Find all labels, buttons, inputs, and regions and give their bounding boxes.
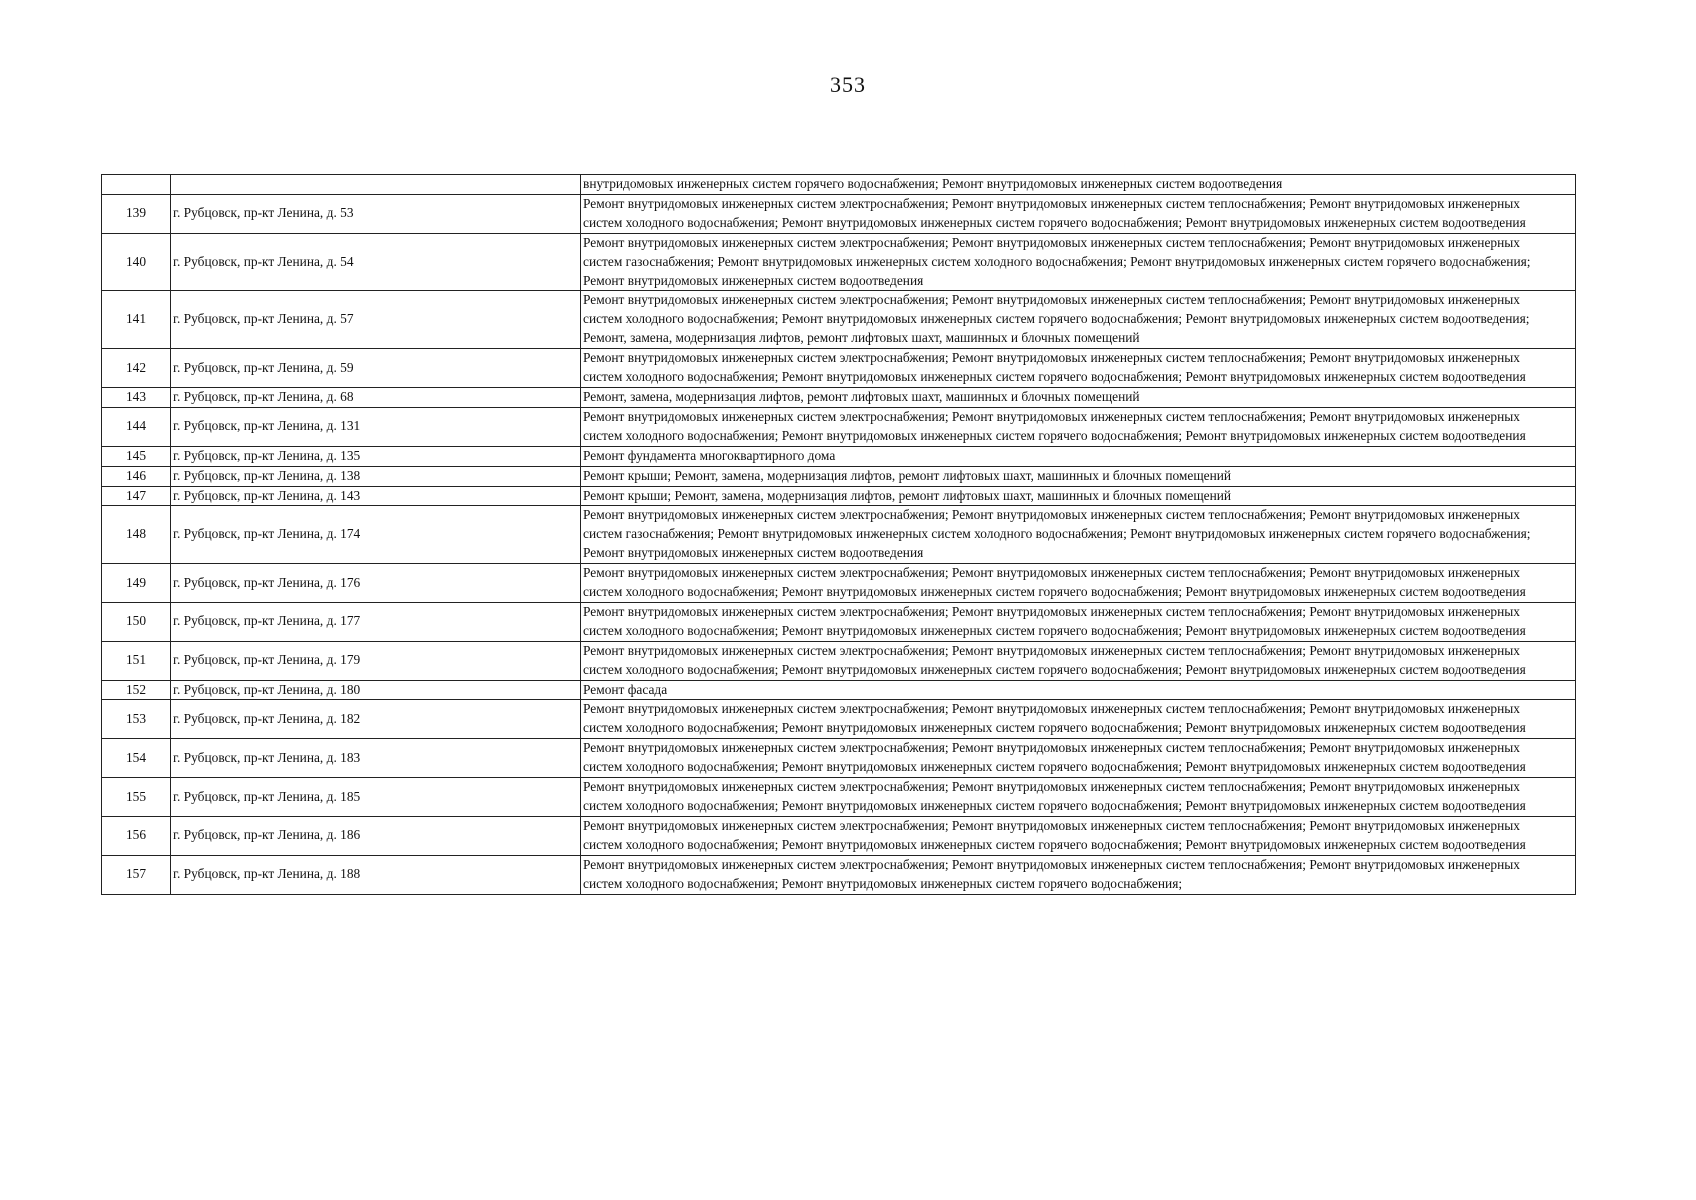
table-row [102,778,1576,817]
works-cell: Ремонт внутридомовых инженерных систем электроснабжения; Ремонт внутридомовых инженерных систем теплоснабжения; Ремонт внутридомовых инженерных систем газоснабжения; Ремонт внутридомовых инженерных систем холодного водоснабжения; Ремонт внутридомовых инженерных систем горячего водоснабжения; Ремонт внутридомовых инженерных систем водоотведения [581,506,1576,564]
table-row [102,816,1576,855]
row-number-cell: 147 [102,486,171,506]
row-number-cell: 153 [102,700,171,739]
table-row [102,291,1576,349]
table-row [102,407,1576,446]
address-cell: г. Рубцовск, пр-кт Ленина, д. 68 [171,387,581,407]
works-cell: Ремонт, замена, модернизация лифтов, ремонт лифтовых шахт, машинных и блочных помещений [581,387,1576,407]
works-cell: Ремонт внутридомовых инженерных систем электроснабжения; Ремонт внутридомовых инженерных систем теплоснабжения; Ремонт внутридомовых инженерных систем холодного водоснабжения; Ремонт внутридомовых инженерных систем горячего водоснабжения; Ремонт внутридомовых инженерных систем водоотведения [581,778,1576,817]
table-row [102,564,1576,603]
address-cell: г. Рубцовск, пр-кт Ленина, д. 180 [171,680,581,700]
works-cell: Ремонт внутридомовых инженерных систем электроснабжения; Ремонт внутридомовых инженерных систем теплоснабжения; Ремонт внутридомовых инженерных систем газоснабжения; Ремонт внутридомовых инженерных систем холодного водоснабжения; Ремонт внутридомовых инженерных систем горячего водоснабжения; Ремонт внутридомовых инженерных систем водоотведения [581,233,1576,291]
row-number-cell: 149 [102,564,171,603]
address-cell: г. Рубцовск, пр-кт Ленина, д. 174 [171,506,581,564]
row-number-cell: 148 [102,506,171,564]
address-cell: г. Рубцовск, пр-кт Ленина, д. 131 [171,407,581,446]
works-cell: Ремонт фундамента многоквартирного дома [581,446,1576,466]
row-number-cell: 142 [102,349,171,388]
works-cell: Ремонт внутридомовых инженерных систем электроснабжения; Ремонт внутридомовых инженерных систем теплоснабжения; Ремонт внутридомовых инженерных систем холодного водоснабжения; Ремонт внутридомовых инженерных систем горячего водоснабжения; Ремонт внутридомовых инженерных систем водоотведения [581,739,1576,778]
address-cell: г. Рубцовск, пр-кт Ленина, д. 57 [171,291,581,349]
works-cell: Ремонт фасада [581,680,1576,700]
address-cell: г. Рубцовск, пр-кт Ленина, д. 143 [171,486,581,506]
row-number-cell: 154 [102,739,171,778]
row-number-cell [102,175,171,195]
works-cell: Ремонт внутридомовых инженерных систем электроснабжения; Ремонт внутридомовых инженерных систем теплоснабжения; Ремонт внутридомовых инженерных систем холодного водоснабжения; Ремонт внутридомовых инженерных систем горячего водоснабжения; Ремонт внутридомовых инженерных систем водоотведения; Ремонт, замена, модернизация лифтов, ремонт лифтовых шахт, машинных и блочных помещений [581,291,1576,349]
row-number-cell: 144 [102,407,171,446]
works-cell: Ремонт внутридомовых инженерных систем электроснабжения; Ремонт внутридомовых инженерных систем теплоснабжения; Ремонт внутридомовых инженерных систем холодного водоснабжения; Ремонт внутридомовых инженерных систем горячего водоснабжения; [581,855,1576,894]
works-cell: внутридомовых инженерных систем горячего водоснабжения; Ремонт внутридомовых инженерных систем водоотведения [581,175,1576,195]
row-number-cell: 155 [102,778,171,817]
page-number: 353 [830,72,866,97]
row-number-cell: 145 [102,446,171,466]
table-row [102,486,1576,506]
works-cell: Ремонт крыши; Ремонт, замена, модернизация лифтов, ремонт лифтовых шахт, машинных и блочных помещений [581,466,1576,486]
table-row [102,680,1576,700]
table-body [102,175,1576,895]
address-cell: г. Рубцовск, пр-кт Ленина, д. 59 [171,349,581,388]
address-cell: г. Рубцовск, пр-кт Ленина, д. 135 [171,446,581,466]
table-row [102,466,1576,486]
address-cell: г. Рубцовск, пр-кт Ленина, д. 185 [171,778,581,817]
table-row [102,194,1576,233]
row-number-cell: 143 [102,387,171,407]
table-row [102,855,1576,894]
table-row [102,233,1576,291]
row-number-cell: 139 [102,194,171,233]
works-cell: Ремонт внутридомовых инженерных систем электроснабжения; Ремонт внутридомовых инженерных систем теплоснабжения; Ремонт внутридомовых инженерных систем холодного водоснабжения; Ремонт внутридомовых инженерных систем горячего водоснабжения; Ремонт внутридомовых инженерных систем водоотведения [581,194,1576,233]
table-row [102,387,1576,407]
works-cell: Ремонт внутридомовых инженерных систем электроснабжения; Ремонт внутридомовых инженерных систем теплоснабжения; Ремонт внутридомовых инженерных систем холодного водоснабжения; Ремонт внутридомовых инженерных систем горячего водоснабжения; Ремонт внутридомовых инженерных систем водоотведения [581,816,1576,855]
address-cell: г. Рубцовск, пр-кт Ленина, д. 54 [171,233,581,291]
table-row [102,506,1576,564]
row-number-cell: 152 [102,680,171,700]
address-cell: г. Рубцовск, пр-кт Ленина, д. 138 [171,466,581,486]
works-cell: Ремонт внутридомовых инженерных систем электроснабжения; Ремонт внутридомовых инженерных систем теплоснабжения; Ремонт внутридомовых инженерных систем холодного водоснабжения; Ремонт внутридомовых инженерных систем горячего водоснабжения; Ремонт внутридомовых инженерных систем водоотведения [581,602,1576,641]
row-number-cell: 156 [102,816,171,855]
address-cell: г. Рубцовск, пр-кт Ленина, д. 179 [171,641,581,680]
table-row [102,349,1576,388]
table-row [102,641,1576,680]
works-cell: Ремонт крыши; Ремонт, замена, модернизация лифтов, ремонт лифтовых шахт, машинных и блочных помещений [581,486,1576,506]
address-cell: г. Рубцовск, пр-кт Ленина, д. 188 [171,855,581,894]
row-number-cell: 150 [102,602,171,641]
row-number-cell: 157 [102,855,171,894]
address-cell: г. Рубцовск, пр-кт Ленина, д. 176 [171,564,581,603]
row-number-cell: 141 [102,291,171,349]
table-row [102,602,1576,641]
address-cell: г. Рубцовск, пр-кт Ленина, д. 177 [171,602,581,641]
address-cell [171,175,581,195]
table-row [102,700,1576,739]
address-cell: г. Рубцовск, пр-кт Ленина, д. 183 [171,739,581,778]
table-row [102,739,1576,778]
works-cell: Ремонт внутридомовых инженерных систем электроснабжения; Ремонт внутридомовых инженерных систем теплоснабжения; Ремонт внутридомовых инженерных систем холодного водоснабжения; Ремонт внутридомовых инженерных систем горячего водоснабжения; Ремонт внутридомовых инженерных систем водоотведения [581,564,1576,603]
address-cell: г. Рубцовск, пр-кт Ленина, д. 182 [171,700,581,739]
works-cell: Ремонт внутридомовых инженерных систем электроснабжения; Ремонт внутридомовых инженерных систем теплоснабжения; Ремонт внутридомовых инженерных систем холодного водоснабжения; Ремонт внутридомовых инженерных систем горячего водоснабжения; Ремонт внутридомовых инженерных систем водоотведения [581,407,1576,446]
address-cell: г. Рубцовск, пр-кт Ленина, д. 186 [171,816,581,855]
repair-works-table [101,174,1576,895]
row-number-cell: 146 [102,466,171,486]
works-cell: Ремонт внутридомовых инженерных систем электроснабжения; Ремонт внутридомовых инженерных систем теплоснабжения; Ремонт внутридомовых инженерных систем холодного водоснабжения; Ремонт внутридомовых инженерных систем горячего водоснабжения; Ремонт внутридомовых инженерных систем водоотведения [581,349,1576,388]
table-row [102,446,1576,466]
row-number-cell: 140 [102,233,171,291]
row-number-cell: 151 [102,641,171,680]
works-cell: Ремонт внутридомовых инженерных систем электроснабжения; Ремонт внутридомовых инженерных систем теплоснабжения; Ремонт внутридомовых инженерных систем холодного водоснабжения; Ремонт внутридомовых инженерных систем горячего водоснабжения; Ремонт внутридомовых инженерных систем водоотведения [581,700,1576,739]
works-cell: Ремонт внутридомовых инженерных систем электроснабжения; Ремонт внутридомовых инженерных систем теплоснабжения; Ремонт внутридомовых инженерных систем холодного водоснабжения; Ремонт внутридомовых инженерных систем горячего водоснабжения; Ремонт внутридомовых инженерных систем водоотведения [581,641,1576,680]
address-cell: г. Рубцовск, пр-кт Ленина, д. 53 [171,194,581,233]
table-row [102,175,1576,195]
